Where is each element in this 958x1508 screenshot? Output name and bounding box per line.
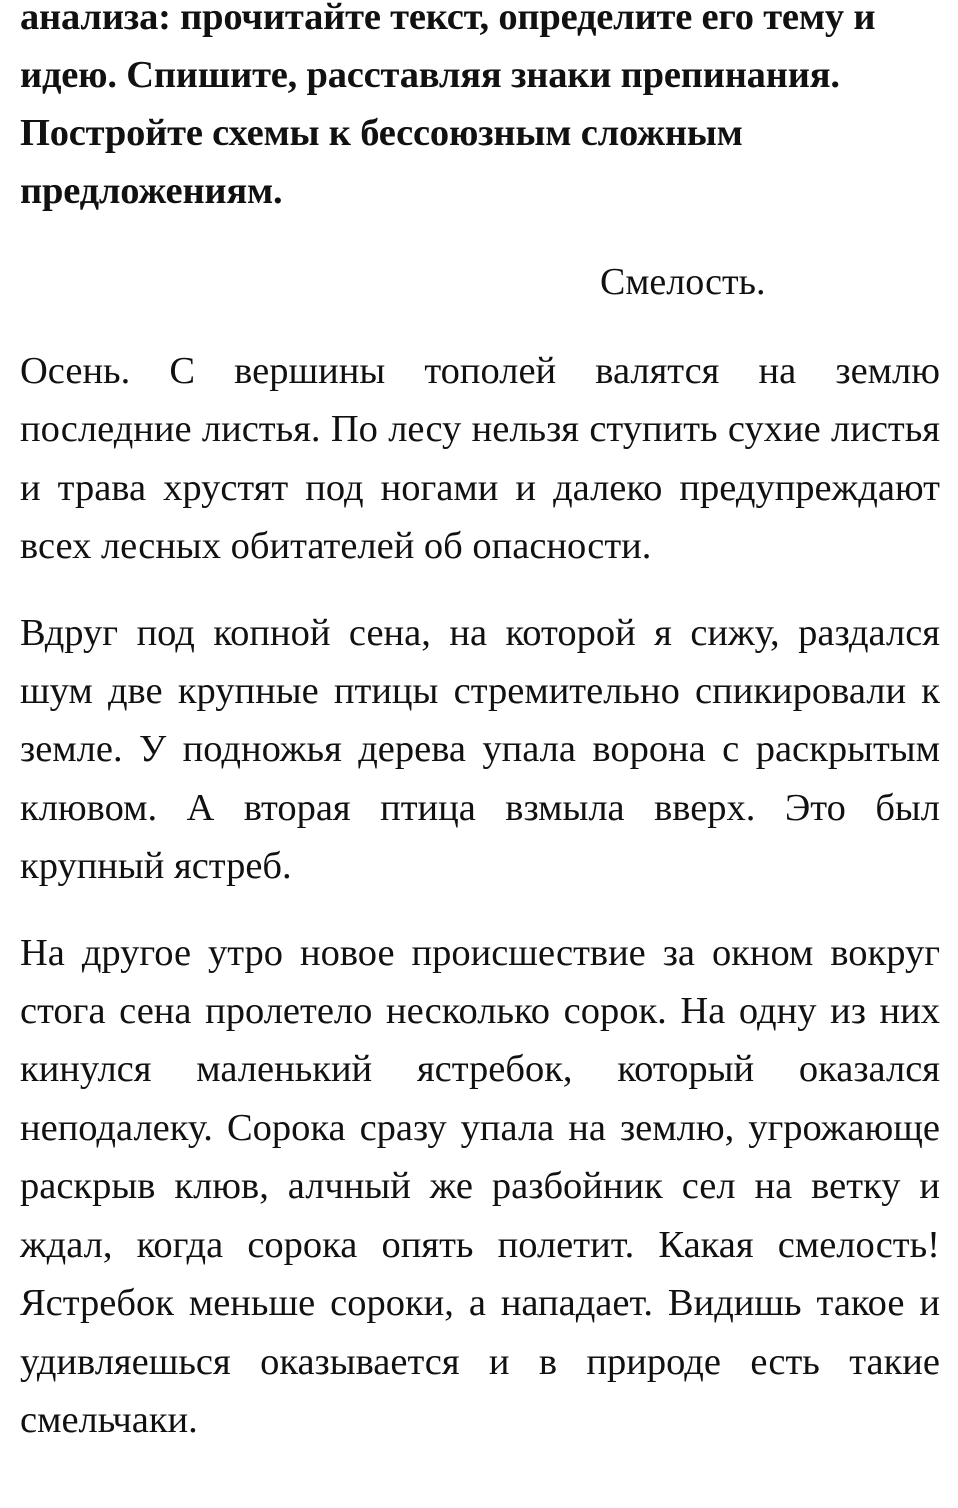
story-paragraph-1: Осень. С вершины тополей валятся на землю последние листья. По лесу нельзя ступить сухие листья и трава хрустят под ногами и далеко предупреждают всех лесных обитателей об опасности. bbox=[20, 350, 940, 568]
task-instructions: анализа: прочитайте текст, определите его тему и идею. Спишите, расставляя знаки препинания. Постройте схемы к бессоюзным сложным предложениям. bbox=[20, 0, 876, 212]
story-paragraph-3: На другое утро новое происшествие за окном вокруг стога сена пролетело несколько сорок. На одну из них кинулся маленький ястребок, который оказался неподалеку. Сорока сразу упала на землю, угрожающе раскрыв клюв, алчный же разбойник сел на ветку и ждал, когда сорока опять полетит. Какая смелость! Ястребок меньше сороки, а нападает. Видишь такое и удивляешься оказывается и в природе есть такие смельчаки. bbox=[20, 931, 940, 1441]
story-paragraph-2: Вдруг под копной сена, на которой я сижу, раздался шум две крупные птицы стремительно спикировали к земле. У подножья дерева упала ворона с раскрытым клювом. А вторая птица взмыла вверх. Это был крупный ястреб. bbox=[20, 611, 940, 888]
document-page bbox=[20, 0, 940, 1449]
story-title: Смелость. bbox=[600, 261, 766, 303]
